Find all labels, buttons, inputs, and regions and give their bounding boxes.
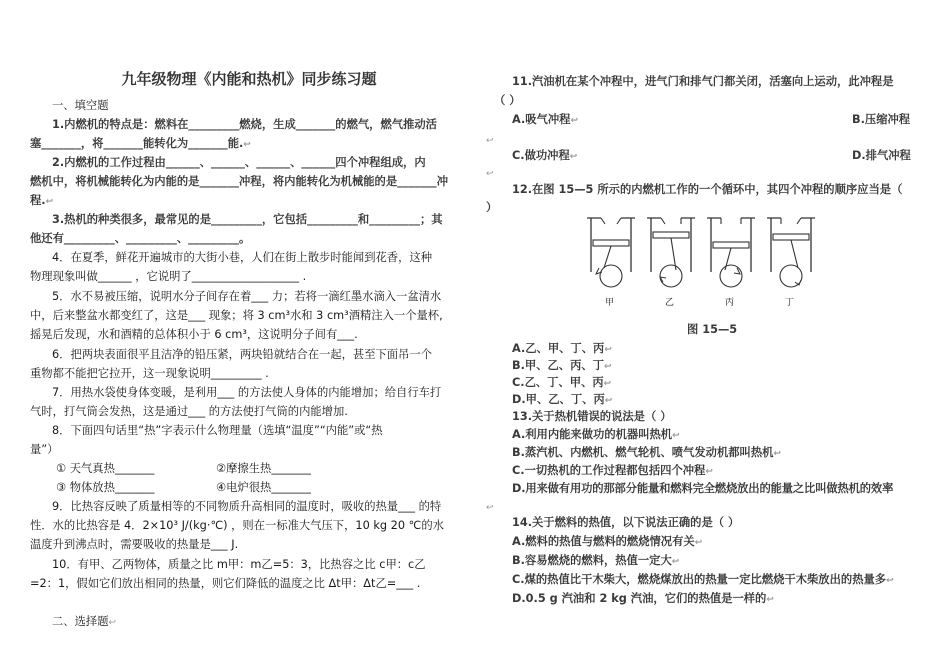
q4-line1: 4．在夏季，鲜花开遍城市的大街小巷，人们在街上散步时能闻到花香，这种 [52, 251, 432, 264]
q8-item-2: ②摩擦生热_______ [216, 462, 311, 475]
q14-opt-d: D.0.5 g 汽油和 2 kg 汽油，它们的热值是一样的↩ [512, 592, 774, 605]
q8-line2: 量”） [30, 443, 59, 456]
q13-opt-c: C.一切热机的工作过程都包括四个冲程↩ [512, 464, 713, 477]
q8-item-3: ③ 物体放热_______ [56, 481, 155, 494]
q10-line1: 10．有甲、乙两物体，质量之比 m甲：m乙=5：3，比热容之比 c甲：c乙 [52, 558, 426, 571]
q11-opt-b: B.压缩冲程 [852, 113, 911, 126]
fig-label-jia: 甲 [605, 298, 615, 308]
q14-opt-a: A.燃料的热值与燃料的燃烧情况有关↩ [512, 535, 703, 548]
q13-stem: 13.关于热机错误的说法是（ ） [512, 410, 672, 423]
q12-line1: 12.在图 15—5 所示的内燃机工作的一个循环中，其四个冲程的顺序应当是（ [512, 183, 903, 196]
fig-caption: 图 15—5 [687, 323, 738, 336]
q14-stem: 14.关于燃料的热值，以下说法正确的是（ ） [512, 516, 740, 529]
q9-line3: 温度升到沸点时，需要吸收的热量是___ J. [30, 538, 239, 551]
q7-line2: 气时，打气筒会发热，这是通过___ 的方法使打气筒的内能增加. [30, 405, 348, 418]
q11-opt-a: A.吸气冲程↩ [512, 113, 578, 126]
page-title: 九年级物理《内能和热机》同步练习题 [121, 70, 377, 88]
q2-line1: 2.内燃机的工作过程由______、______、______、______四个冲程组成，内 [52, 156, 426, 169]
fig-label-ding: 丁 [785, 298, 795, 308]
q14-opt-b: B.容易燃烧的燃料，热值一定大↩ [512, 554, 680, 567]
q6-line1: 6．把两块表面很平且洁净的铅压紧，两块铅就结合在一起，甚至下面吊一个 [52, 348, 432, 361]
q13-opt-b: B.蒸汽机、内燃机、燃气轮机、喷气发动机都叫热机↩ [512, 446, 781, 459]
q6-line2: 重物都不能把它拉开，这一现象说明_________ . [30, 367, 269, 380]
q1-line1: 1.内燃机的特点是：燃料在_________燃烧，生成_______的燃气，燃气推动活 [52, 118, 437, 131]
section-fill-heading: 一、填空题 [52, 99, 109, 112]
q3-line2: 他还有_________、_________、_________。 [30, 232, 251, 245]
q11-line2: （ ） [494, 94, 521, 107]
q8-line1: 8．下面四句话里“热”字表示什么物理量（选填“温度”“内能”或“热 [52, 424, 383, 437]
q12-opt-d: D.甲、乙、丁、丙↩ [512, 393, 613, 406]
cylinder-yi [647, 218, 695, 287]
q2-line3: 程.↩ [30, 194, 54, 207]
return-mark-1: ↩ [486, 136, 494, 146]
q4-line2: 物理现象叫做______ ，它说明了___________________ . [30, 270, 307, 283]
q12-opt-a: A.乙、甲、丁、丙↩ [512, 342, 612, 355]
q14-opt-c: C.煤的热值比干木柴大，燃烧煤放出的热量一定比燃烧干木柴放出的热量多↩ [512, 573, 894, 586]
q1-line2: 塞_______，将_______能转化为_______能.↩ [30, 137, 251, 150]
q9-line1: 9．比热容反映了质量相等的不同物质升高相同的温度时，吸收的热量___ 的特 [52, 500, 442, 513]
q7-line1: 7．用热水袋使身体变暖，是利用___ 的方法使人身体的内能增加；给自行车打 [52, 386, 442, 399]
q9-line2: 性．水的比热容是 4．2×10³ J/(kg·℃) ，则在一标准大气压下，10 kg 20 ℃的水 [30, 519, 444, 532]
return-mark-3: ↩ [486, 503, 494, 513]
return-mark-2: ↩ [486, 169, 494, 179]
cylinder-jia [587, 218, 635, 287]
q8-item-1: ① 天气真热_______ [56, 462, 155, 475]
q2-line2: 燃机中，将机械能转化为内能的是_______冲程，将内能转化为机械能的是_______冲 [30, 175, 448, 188]
q5-line3: 摇晃后发现，水和酒精的总体积小于 6 cm³，这说明分子间有___. [30, 328, 358, 341]
q13-opt-d: D.用来做有用功的那部分能量和燃料完全燃烧放出的能量之比叫做热机的效率 [512, 482, 894, 495]
q5-line2: 中，后来整盆水都变红了，这是___ 现象；将 3 cm³水和 3 cm³酒精注入一个量杯, [30, 309, 443, 322]
q11-opt-c: C.做功冲程↩ [512, 149, 578, 162]
q12-line2: ） [486, 201, 498, 214]
q12-opt-c: C.乙、丁、甲、丙↩ [512, 376, 612, 389]
fig-label-yi: 乙 [665, 298, 675, 308]
q13-opt-a: A.利用内能来做功的机器叫热机↩ [512, 428, 680, 441]
section-choice-heading: 二、选择题↩ [52, 615, 117, 628]
engine-strokes-figure [583, 210, 823, 314]
q3-line1: 3.热机的种类很多，最常见的是_________，它包括_________和_________；其 [52, 213, 443, 226]
q10-line2: =2：1，假如它们放出相同的热量，则它们降低的温度之比 Δt甲：Δt乙=___ . [30, 577, 421, 590]
q11-line1: 11.汽油机在某个冲程中，进气门和排气门都关闭，活塞向上运动，此冲程是 [512, 75, 894, 88]
q12-opt-b: B.甲、乙、丙、丁↩ [512, 359, 612, 372]
fig-label-bing: 丙 [725, 298, 735, 308]
cylinder-ding [767, 218, 815, 287]
q11-opt-d: D.排气冲程 [852, 149, 911, 162]
q8-item-4: ④电炉很热_______ [216, 481, 311, 494]
q5-line1: 5．水不易被压缩，说明水分子间存在着___ 力；若将一滴红墨水滴入一盆清水 [52, 290, 442, 303]
cylinder-bing [707, 218, 755, 287]
